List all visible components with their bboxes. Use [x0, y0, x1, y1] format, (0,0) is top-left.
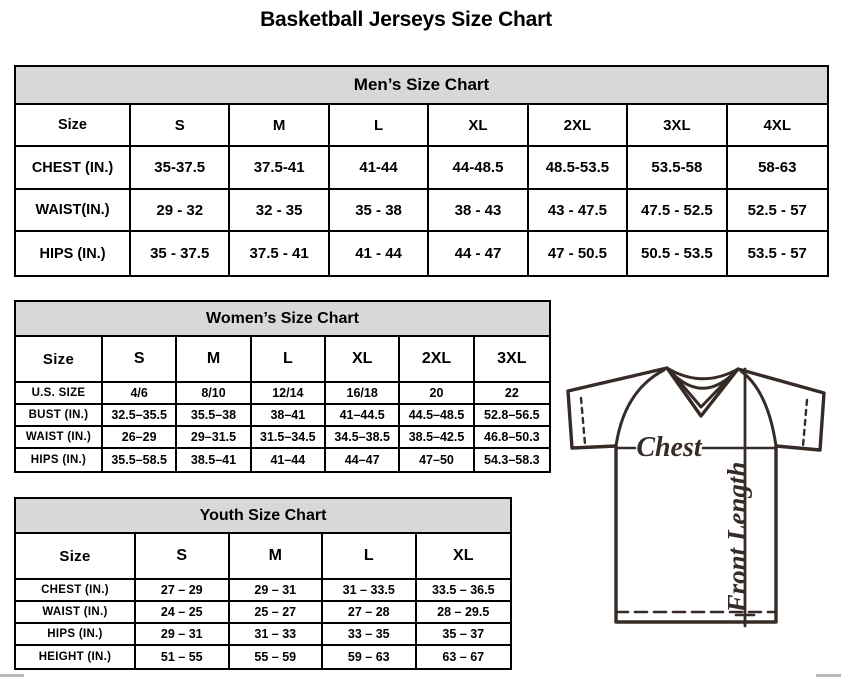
womens-row-label: HIPS (IN.): [16, 449, 103, 471]
youth-size-chart-table: [14, 497, 512, 670]
womens-value-cell: 20: [400, 383, 474, 405]
youth-value-cell: 29 – 31: [136, 624, 230, 646]
mens-value-cell: 50.5 - 53.5: [628, 232, 727, 275]
youth-size-col: L: [323, 534, 417, 580]
mens-value-cell: 35 - 37.5: [131, 232, 230, 275]
mens-size-col: 4XL: [728, 105, 827, 147]
jersey-measurement-diagram: [556, 357, 836, 669]
womens-value-cell: 26–29: [103, 427, 177, 449]
mens-value-cell: 41 - 44: [330, 232, 429, 275]
mens-value-cell: 44 - 47: [429, 232, 528, 275]
youth-row-label: HEIGHT (IN.): [16, 646, 136, 668]
womens-value-cell: 41–44: [252, 449, 326, 471]
womens-value-cell: 12/14: [252, 383, 326, 405]
mens-row-label: HIPS (IN.): [16, 232, 131, 275]
womens-value-cell: 4/6: [103, 383, 177, 405]
womens-size-col: 2XL: [400, 337, 474, 383]
mens-value-cell: 44-48.5: [429, 147, 528, 190]
womens-size-header: Size: [16, 337, 103, 383]
youth-value-cell: 25 – 27: [230, 602, 324, 624]
youth-value-cell: 31 – 33.5: [323, 580, 417, 602]
womens-size-col: S: [103, 337, 177, 383]
womens-value-cell: 35.5–58.5: [103, 449, 177, 471]
womens-value-cell: 22: [475, 383, 549, 405]
womens-size-col: XL: [326, 337, 400, 383]
womens-value-cell: 44.5–48.5: [400, 405, 474, 427]
mens-value-cell: 53.5 - 57: [747, 245, 807, 262]
youth-value-cell: 24 – 25: [136, 602, 230, 624]
mens-value-cell: 47.5 - 52.5: [628, 190, 727, 232]
womens-table-grid: [16, 337, 549, 471]
womens-value-cell: 38–41: [252, 405, 326, 427]
jersey-right-cuff-stitch: [803, 400, 807, 446]
youth-value-cell: 27 – 29: [136, 580, 230, 602]
mens-size-col: M: [230, 105, 329, 147]
womens-size-col: M: [177, 337, 251, 383]
youth-value-cell: 63 – 67: [442, 650, 485, 664]
mens-value-cell: 43 - 47.5: [529, 190, 628, 232]
youth-value-cell: 31 – 33: [230, 624, 324, 646]
youth-value-cell: 55 – 59: [230, 646, 324, 668]
womens-row-label: WAIST (IN.): [16, 427, 103, 449]
youth-size-col: S: [136, 534, 230, 580]
youth-table-title: Youth Size Chart: [16, 499, 510, 534]
mens-value-cell: 47 - 50.5: [529, 232, 628, 275]
mens-value-cell: 53.5-58: [628, 147, 727, 190]
mens-value-cell: 29 - 32: [131, 190, 230, 232]
chest-label: Chest: [636, 432, 702, 463]
womens-row-label: BUST (IN.): [16, 405, 103, 427]
front-length-label: Front Length: [722, 461, 752, 613]
womens-value-cell: 52.8–56.5: [475, 405, 549, 427]
mens-size-col: 2XL: [529, 105, 628, 147]
mens-table-grid: [16, 105, 827, 275]
youth-value-cell: 59 – 63: [323, 646, 417, 668]
youth-value-cell: 35 – 37: [417, 624, 511, 646]
mens-value-cell: 37.5 - 41: [230, 232, 329, 275]
youth-table-grid: [16, 534, 510, 668]
mens-size-col: L: [330, 105, 429, 147]
jersey-outline: [568, 368, 824, 622]
womens-value-cell: 47–50: [400, 449, 474, 471]
youth-value-cell: 27 – 28: [323, 602, 417, 624]
mens-value-cell: 41-44: [330, 147, 429, 190]
mens-row-label: CHEST (IN.): [16, 147, 131, 190]
mens-size-col: 3XL: [628, 105, 727, 147]
page-title: Basketball Jerseys Size Chart: [260, 8, 552, 31]
youth-row-label: HIPS (IN.): [16, 624, 136, 646]
youth-value-cell: 28 – 29.5: [417, 602, 511, 624]
youth-size-header: Size: [16, 534, 136, 580]
mens-value-cell: 37.5-41: [230, 147, 329, 190]
youth-value-cell: 29 – 31: [230, 580, 324, 602]
mens-row-label: WAIST(IN.): [16, 190, 131, 232]
youth-row-label: WAIST (IN.): [16, 602, 136, 624]
youth-value-cell: 51 – 55: [136, 646, 230, 668]
mens-value-cell: 32 - 35: [230, 190, 329, 232]
womens-value-cell: 44–47: [326, 449, 400, 471]
youth-value-cell: 33 – 35: [323, 624, 417, 646]
mens-size-col: S: [131, 105, 230, 147]
mens-size-col: XL: [429, 105, 528, 147]
womens-row-label: U.S. SIZE: [16, 383, 103, 405]
scrollbar-fragment-right: [816, 674, 841, 677]
womens-value-cell: 8/10: [177, 383, 251, 405]
womens-value-cell: 38.5–42.5: [400, 427, 474, 449]
mens-value-cell: 38 - 43: [429, 190, 528, 232]
mens-table-title: Men’s Size Chart: [16, 67, 827, 105]
womens-value-cell: 29–31.5: [177, 427, 251, 449]
mens-value-cell: 48.5-53.5: [529, 147, 628, 190]
mens-value-cell: 35 - 38: [330, 190, 429, 232]
mens-value-cell: 58-63: [728, 147, 827, 190]
youth-size-col: M: [230, 534, 324, 580]
womens-value-cell: 32.5–35.5: [103, 405, 177, 427]
womens-value-cell: 46.8–50.3: [475, 427, 549, 449]
jersey-left-cuff-stitch: [581, 398, 585, 444]
womens-value-cell: 54.3–58.3: [484, 453, 540, 467]
womens-value-cell: 41–44.5: [326, 405, 400, 427]
womens-size-chart-table: [14, 300, 551, 473]
youth-row-label: CHEST (IN.): [16, 580, 136, 602]
mens-size-header: Size: [16, 105, 131, 147]
youth-size-col: XL: [417, 534, 511, 580]
mens-value-cell: 35-37.5: [131, 147, 230, 190]
womens-value-cell: 38.5–41: [177, 449, 251, 471]
youth-value-cell: 33.5 – 36.5: [417, 580, 511, 602]
womens-table-title: Women’s Size Chart: [16, 302, 549, 337]
womens-value-cell: 31.5–34.5: [252, 427, 326, 449]
womens-size-col: 3XL: [475, 337, 549, 383]
womens-value-cell: 35.5–38: [177, 405, 251, 427]
mens-value-cell: 52.5 - 57: [728, 190, 827, 232]
womens-size-col: L: [252, 337, 326, 383]
womens-value-cell: 34.5–38.5: [326, 427, 400, 449]
womens-value-cell: 16/18: [326, 383, 400, 405]
scrollbar-fragment-left: [0, 674, 24, 677]
mens-size-chart-table: [14, 65, 829, 277]
